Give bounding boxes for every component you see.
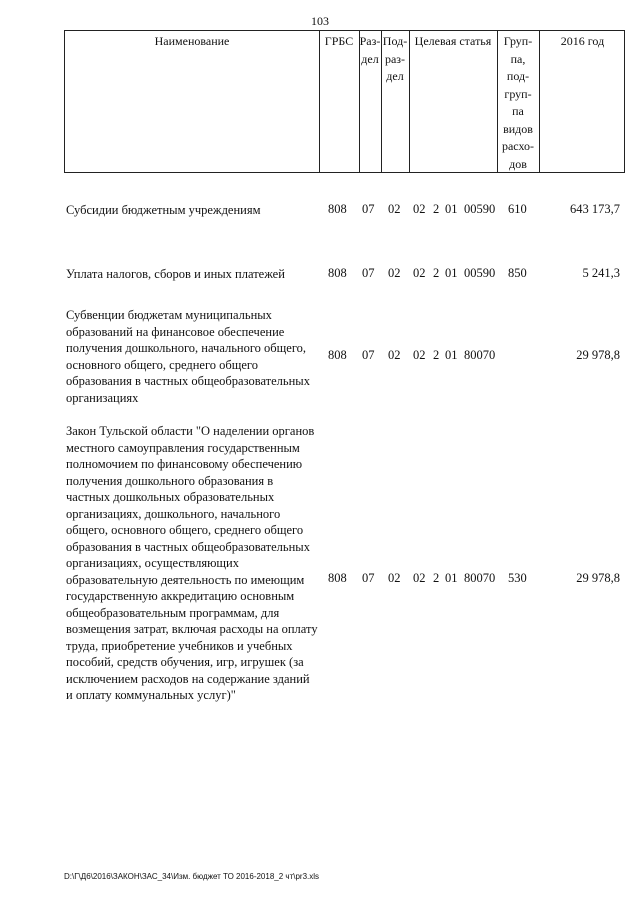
header-tselevaya: Целевая статья bbox=[414, 34, 492, 48]
file-path-footer: D:\Г\Д6\2016\ЗАКОН\ЗАС_34\Изм. бюджет ТО 2016-2018_2 чт\pr3.xls bbox=[64, 872, 320, 881]
row-name: Субсидии бюджетным учреждениям bbox=[66, 203, 261, 217]
row-podrazdel: 02 bbox=[388, 348, 401, 362]
table-header bbox=[64, 30, 625, 173]
row-amount: 5 241,3 bbox=[582, 266, 620, 280]
row-ts3: 01 bbox=[445, 571, 458, 585]
row-vr: 530 bbox=[508, 571, 527, 585]
row-ts4: 00590 bbox=[464, 202, 496, 216]
row-grbs: 808 bbox=[328, 202, 347, 216]
row-name: Субвенции бюджетам муниципальных образований на финансовое обеспечение получения дошкольного, начального общего, основного общего, среднего общего образования в частных общеобразовательных организациях bbox=[66, 308, 310, 405]
row-ts3: 01 bbox=[445, 348, 458, 362]
row-podrazdel: 02 bbox=[388, 571, 401, 585]
row-grbs: 808 bbox=[328, 348, 347, 362]
row-ts4: 80070 bbox=[464, 348, 496, 362]
header-razdel: Раз- дел bbox=[359, 34, 381, 66]
row-amount: 29 978,8 bbox=[576, 571, 620, 585]
header-year: 2016 год bbox=[560, 34, 605, 48]
row-vr: 850 bbox=[508, 266, 527, 280]
row-name: Закон Тульской области "О наделении органов местного самоуправления государственным полномочием по финансовому обеспечению получения дошкольного образования в частных дошкольных образовательных организациях, дошкольного, начального общего, основного общего, среднего общего образования в частных общеобразовательных организациях, осуществляющих образовательную деятельность по имеющим государственную аккредитацию основным общеобразовательным программам, для возмещения затрат, включая расходы на оплату труда, приобретение учебников и учебных пособий, средств обучения, игр, игрушек (за исключением расходов на содержание зданий и оплату коммунальных услуг)" bbox=[66, 424, 318, 702]
row-ts1: 02 bbox=[413, 266, 426, 280]
row-razdel: 07 bbox=[362, 202, 375, 216]
header-grbs: ГРБС bbox=[324, 34, 354, 48]
header-name: Наименование bbox=[154, 34, 230, 48]
row-ts1: 02 bbox=[413, 202, 426, 216]
header-gruppa: Груп- па, под- груп- па видов расхо- дов bbox=[501, 34, 535, 171]
row-ts2: 2 bbox=[433, 266, 440, 280]
row-podrazdel: 02 bbox=[388, 266, 401, 280]
row-ts2: 2 bbox=[433, 348, 440, 362]
row-ts1: 02 bbox=[413, 348, 426, 362]
row-ts1: 02 bbox=[413, 571, 426, 585]
row-ts4: 80070 bbox=[464, 571, 496, 585]
row-grbs: 808 bbox=[328, 571, 347, 585]
row-amount: 29 978,8 bbox=[576, 348, 620, 362]
row-podrazdel: 02 bbox=[388, 202, 401, 216]
row-ts2: 2 bbox=[433, 202, 440, 216]
row-razdel: 07 bbox=[362, 266, 375, 280]
row-ts4: 00590 bbox=[464, 266, 496, 280]
header-podrazdel: Под- раз- дел bbox=[382, 34, 408, 83]
row-razdel: 07 bbox=[362, 571, 375, 585]
row-razdel: 07 bbox=[362, 348, 375, 362]
row-ts3: 01 bbox=[445, 202, 458, 216]
row-ts3: 01 bbox=[445, 266, 458, 280]
row-grbs: 808 bbox=[328, 266, 347, 280]
row-name: Уплата налогов, сборов и иных платежей bbox=[66, 267, 285, 281]
row-ts2: 2 bbox=[433, 571, 440, 585]
row-amount: 643 173,7 bbox=[570, 202, 620, 216]
row-vr: 610 bbox=[508, 202, 527, 216]
page-number: 103 bbox=[311, 14, 329, 28]
